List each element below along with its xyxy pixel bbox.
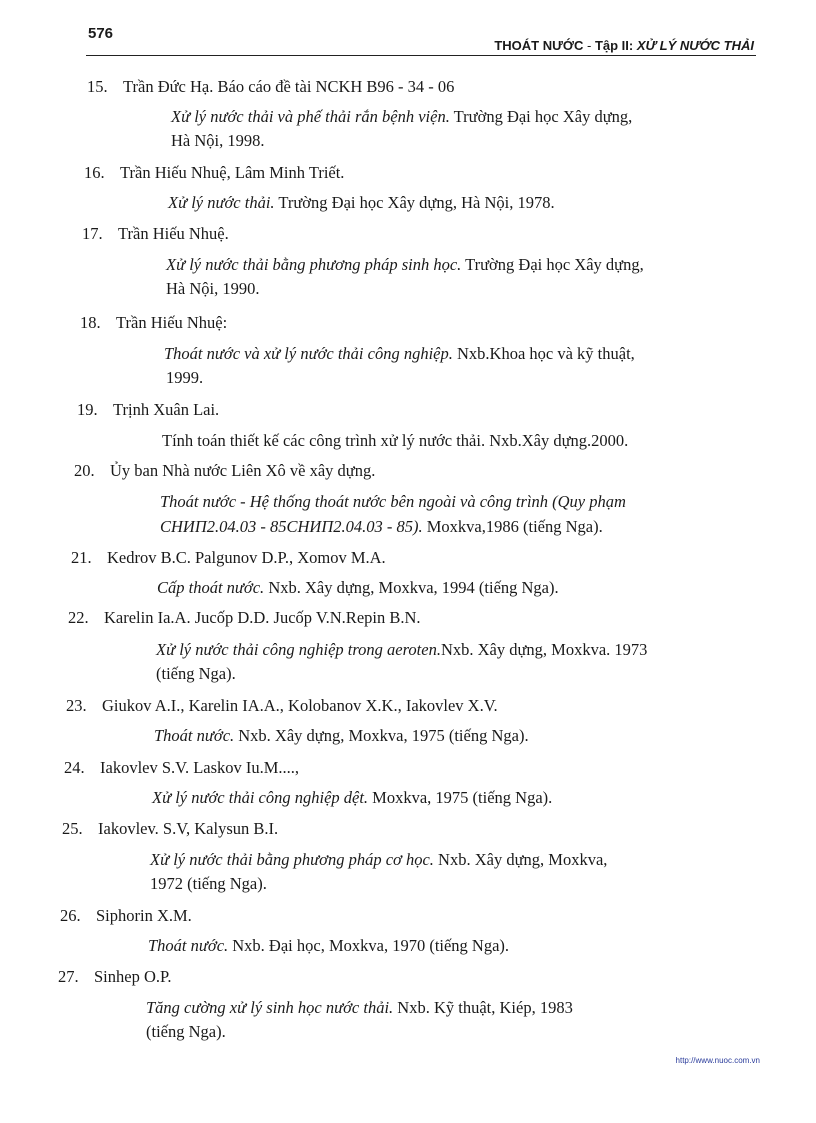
- reference-title: Cấp thoát nước.: [157, 578, 265, 597]
- running-title-separator: -: [583, 38, 595, 53]
- running-title-right: XỬ LÝ NƯỚC THẢI: [636, 38, 754, 53]
- reference-number: 21.: [71, 548, 92, 567]
- reference-author: Siphorin X.M.: [96, 906, 192, 925]
- reference-item: [84, 161, 555, 212]
- reference-item: [60, 904, 510, 955]
- reference-item: [62, 817, 608, 893]
- reference-item: [82, 222, 644, 298]
- reference-continuation: (tiếng Nga).: [156, 664, 236, 683]
- reference-number: 18.: [80, 313, 101, 332]
- reference-title: Xử lý nước thải.: [168, 193, 275, 212]
- reference-publisher: Trường Đại học Xây dựng,: [449, 107, 633, 126]
- reference-author: Trần Hiếu Nhuệ:: [116, 313, 228, 332]
- reference-publisher: Tính toán thiết kế các công trình xử lý nước thải. Nxb.Xây dựng.2000.: [162, 431, 629, 450]
- reference-title: Xử lý nước thải bằng phương pháp sinh học.: [166, 255, 462, 274]
- reference-item: [58, 965, 573, 1041]
- reference-author: Ủy ban Nhà nước Liên Xô về xây dựng.: [110, 461, 376, 480]
- reference-item: [77, 398, 629, 450]
- reference-title: Tăng cường xử lý sinh học nước thải.: [146, 998, 394, 1017]
- reference-publisher: Trường Đại học Xây dựng, Hà Nội, 1978.: [274, 193, 555, 212]
- reference-item: [71, 546, 559, 597]
- reference-author: Kedrov B.C. Palgunov D.P., Xomov M.A.: [107, 548, 386, 567]
- reference-publisher: Trường Đại học Xây dựng,: [461, 255, 644, 274]
- reference-item: [87, 75, 633, 150]
- reference-author: Trần Hiếu Nhuệ, Lâm Minh Triết.: [120, 163, 345, 182]
- reference-publisher: Nxb. Xây dựng, Moxkva, 1994 (tiếng Nga).: [264, 578, 559, 597]
- volume-label: Tập II:: [594, 38, 634, 53]
- reference-publisher: Moxkva,1986 (tiếng Nga).: [422, 517, 603, 536]
- reference-publisher: Moxkva, 1975 (tiếng Nga).: [368, 788, 553, 807]
- reference-publisher: Nxb. Xây dựng, Moxkva, 1975 (tiếng Nga).: [234, 726, 529, 745]
- reference-number: 22.: [68, 608, 89, 627]
- reference-item: [74, 459, 626, 536]
- reference-continuation: Hà Nội, 1990.: [166, 279, 260, 298]
- reference-item: [68, 606, 648, 683]
- reference-publisher: Nxb.Khoa học và kỹ thuật,: [452, 344, 635, 363]
- reference-title: Xử lý nước thải và phế thải rắn bệnh viện.: [171, 107, 450, 126]
- reference-number: 23.: [66, 696, 87, 715]
- reference-title: Thoát nước.: [148, 936, 229, 955]
- reference-author: Iakovlev S.V. Laskov Iu.M....,: [100, 758, 300, 777]
- reference-author: Sinhep O.P.: [94, 967, 172, 986]
- reference-item: [66, 694, 529, 745]
- reference-number: 15.: [87, 77, 108, 96]
- reference-title-text: Thoát nước - Hệ thống thoát nước bên ngoài và công trình (Quy phạm: [160, 492, 626, 511]
- reference-number: 27.: [58, 967, 79, 986]
- reference-publisher: Nxb. Xây dựng, Moxkva,: [433, 850, 608, 869]
- reference-title: [160, 490, 626, 513]
- reference-item: [80, 311, 635, 387]
- reference-number: 20.: [74, 461, 95, 480]
- footer-url[interactable]: http://www.nuoc.com.vn: [675, 1056, 760, 1065]
- reference-publisher: Nxb. Kỹ thuật, Kiép, 1983: [393, 998, 573, 1017]
- running-title-left: THOÁT NƯỚC: [494, 38, 584, 53]
- reference-number: 16.: [84, 163, 105, 182]
- header-rule: [86, 55, 756, 56]
- reference-number: 17.: [82, 224, 103, 243]
- reference-author: Trần Đức Hạ. Báo cáo đề tài NCKH B96 - 34 - 06: [123, 77, 455, 96]
- reference-continuation: Hà Nội, 1998.: [171, 131, 265, 150]
- reference-continuation: (tiếng Nga).: [146, 1022, 226, 1041]
- reference-number: 26.: [60, 906, 81, 925]
- page-number: 576: [88, 25, 114, 42]
- reference-author: Trần Hiếu Nhuệ.: [118, 224, 229, 243]
- reference-title: Thoát nước và xử lý nước thải công nghiệp.: [164, 344, 453, 363]
- reference-item: [64, 756, 553, 807]
- reference-title: Thoát nước.: [154, 726, 235, 745]
- reference-author: Giukov A.I., Karelin IA.A., Kolobanov X.K., Iakovlev X.V.: [102, 696, 498, 715]
- reference-title: Xử lý nước thải bằng phương pháp cơ học.: [150, 850, 434, 869]
- running-header: [494, 38, 754, 53]
- reference-author: Trịnh Xuân Lai.: [113, 400, 220, 419]
- reference-title: Xử lý nước thải công nghiệp dệt.: [152, 788, 369, 807]
- reference-publisher: Nxb. Xây dựng, Moxkva. 1973: [440, 640, 648, 659]
- reference-continuation: 1972 (tiếng Nga).: [150, 874, 267, 893]
- reference-number: 24.: [64, 758, 85, 777]
- reference-number: 19.: [77, 400, 98, 419]
- reference-number: 25.: [62, 819, 83, 838]
- reference-continuation: 1999.: [166, 368, 204, 387]
- reference-author: Karelin Ia.A. Jucốp D.D. Jucốp V.N.Repin B.N.: [104, 608, 421, 627]
- reference-title-code: СНИП2.04.03 - 85СНИП2.04.03 - 85).: [160, 517, 423, 536]
- reference-publisher: Nxb. Đại học, Moxkva, 1970 (tiếng Nga).: [228, 936, 510, 955]
- reference-author: Iakovlev. S.V, Kalysun B.I.: [98, 819, 279, 838]
- reference-title: Xử lý nước thải công nghiệp trong aeroten.: [156, 640, 441, 659]
